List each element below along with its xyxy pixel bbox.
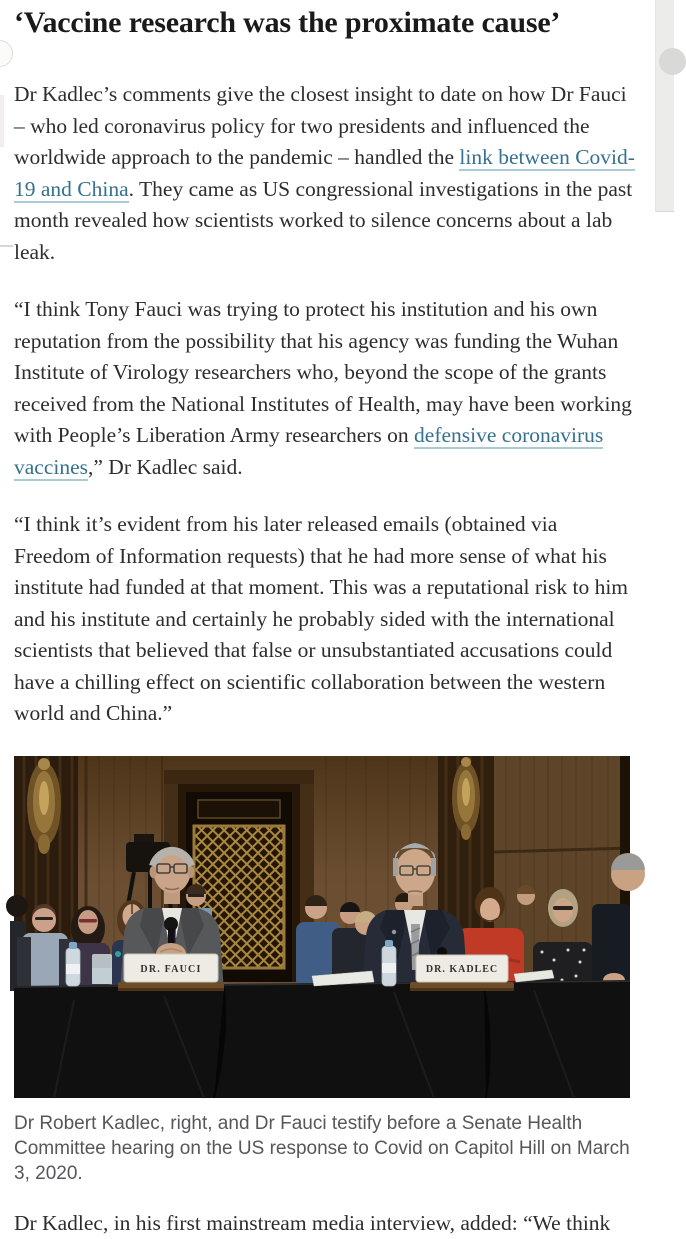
article-body xyxy=(14,0,636,1239)
left-edge-overlay-sliver xyxy=(0,95,4,147)
paragraph-2-text-after-link: ,” Dr Kadlec said. xyxy=(88,455,243,479)
nameplate-fauci-label: DR. FAUCI xyxy=(140,964,201,975)
hearing-photo-illustration xyxy=(14,756,630,1098)
paragraph-1-text: Dr Kadlec’s comments give the closest insight to date on how Dr Fauci – who led coronavirus policy for two presidents and influenced the worldwide approach to the pandemic – handled the xyxy=(14,82,627,169)
nameplate-kadlec-label: DR. KADLEC xyxy=(426,964,498,975)
paragraph-3: “I think it’s evident from his later released emails (obtained via Freedom of Information requests) that he had more sense of what his institute had funded at that moment. This was a reputational risk to him and his institute and certainly he probably sided with the international scientists that believed that false or unsubstantiated accusations could have a chilling effect on scientific collaboration between the western world and China.” xyxy=(14,509,636,730)
section-headline: ‘Vaccine research was the proximate cause’ xyxy=(14,4,636,41)
article-photo xyxy=(14,756,630,1098)
audience-person xyxy=(517,885,535,905)
inline-link-defensive-vaccines[interactable]: defensive coronavirus vaccines xyxy=(14,423,603,481)
paragraph-2-text: “I think Tony Fauci was trying to protect his institution and his own reputation from the possibility that his agency was funding the Wuhan Institute of Virology researchers who, beyond the scope of the grants received from the National Institutes of Health, may have been working with People’s Liberation Army researchers on xyxy=(14,297,632,447)
water-bottle-left-icon xyxy=(66,942,80,986)
photo-caption: Dr Robert Kadlec, right, and Dr Fauci testify before a Senate Health Committee hearing on the US response to Covid on Capitol Hill on March 3, 2020. xyxy=(14,1111,636,1186)
water-glass-left-icon xyxy=(92,954,112,984)
right-edge-overlay-blob xyxy=(659,48,686,75)
paragraph-4-clipped: Dr Kadlec, in his first mainstream media interview, added: “We think xyxy=(14,1208,636,1239)
paragraph-2 xyxy=(14,294,636,483)
paragraph-1 xyxy=(14,79,636,268)
nameplate-kadlec xyxy=(410,955,514,991)
water-bottle-right-icon xyxy=(382,940,396,986)
nameplate-fauci xyxy=(118,954,224,991)
right-edge-overlay xyxy=(655,0,674,212)
left-edge-overlay-hairline xyxy=(0,245,13,247)
witness-table xyxy=(14,980,630,1098)
left-edge-overlay-ring xyxy=(0,40,13,67)
paragraph-1-text-after-link: . They came as US congressional investigations in the past month revealed how scientists worked to silence concerns about a lab leak. xyxy=(14,177,632,264)
inline-link-covid-china[interactable]: link between Covid-19 and China xyxy=(14,145,635,203)
